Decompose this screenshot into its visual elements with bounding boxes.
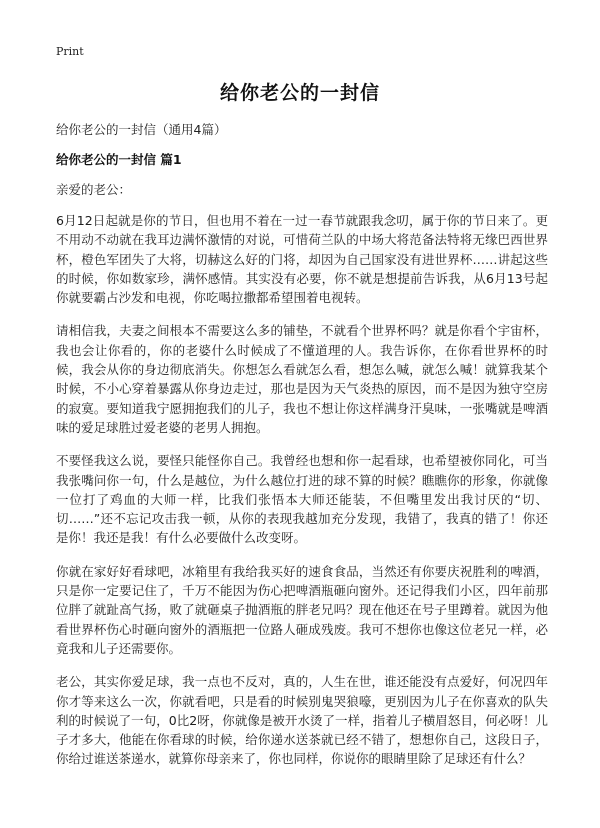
- chapter-title: 给你老公的一封信 篇1: [56, 152, 182, 167]
- paragraph: 6月12日起就是你的节日，但也用不着在一过一春节就跟我念叨，属于你的节日来了。更不用动不动就在我耳边满怀激情的对说，可惜荷兰队的中场大将范备法特将无缘巴西世界杯，橙色军团失了大将，切赫这么好的门将，却因为自己国家没有进世界杯……讲起这些的时候，你如数家珍，满怀感情。其实没有必要，你不就是想提前告诉我，从6月13号起你就要霸占沙发和电视，你吃喝拉撒都希望围着电视转。: [56, 213, 548, 306]
- document-title: 给你老公的一封信: [219, 82, 380, 104]
- paragraph: 不要怪我这么说，要怪只能怪你自己。我曾经也想和你一起看球，也希望被你同化，可当我张嘴问你一句，什么是越位，为什么越位打进的球不算的时候？瞧瞧你的形象，你就像一位打了鸡血的大师一样，比我们张悟本大师还能装，不但嘴里发出我讨厌的“切、切……”还不忘记攻击我一顿，从你的表现我越加充分发现，我错了，我真的错了！你还是你！我还是我！有什么必要做什么改变呀。: [56, 453, 548, 546]
- paragraph: 你就在家好好看球吧，冰箱里有我给我买好的速食食品，当然还有你要庆祝胜利的啤酒，只是你一定要记住了，千万不能因为伤心把啤酒瓶砸向窗外。还记得我们小区，四年前那位胖了就趾高气扬，败了就砸桌子抛酒瓶的胖老兄吗？现在他还在号子里蹲着。就因为他看世界杯伤心时砸向窗外的酒瓶把一位路人砸成残废。我可不想你也像这位老兄一样，必竟我和儿子还需要你。: [56, 563, 548, 656]
- document-subtitle: 给你老公的一封信（通用4篇）: [56, 122, 227, 137]
- letter-greeting: 亲爱的老公：: [56, 182, 132, 197]
- paragraph: 请相信我，夫妻之间根本不需要这么多的铺垫，不就看个世界杯吗？就是你看个宇宙杯，我也会让你看的，你的老婆什么时候成了不懂道理的人。我告诉你，在你看世界杯的时候，我会从你的身边彻底消失。你想怎么看就怎么看，想怎么喊，就怎么喊！就算我某个时候，不小心穿着暴露从你身边走过，那也是因为天气炎热的原因，而不是因为独守空房的寂寞。要知道我宁愿拥抱我们的儿子，我也不想让你这样满身汗臭味，一张嘴就是啤酒味的爱足球胜过爱老婆的老男人拥抱。: [56, 323, 548, 435]
- paragraph: 老公，其实你爱足球，我一点也不反对，真的，人生在世，谁还能没有点爱好，何况四年你才等来这么一次，你就看吧，只是看的时候别鬼哭狼嚎，更别因为儿子在你喜欢的队失利的时候说了一句，0比2呀，你就像是被开水烫了一样，指着儿子横眉怒目，何必呀！儿子才多大，他能在你看球的时候，给你递水送茶就已经不错了，想想你自己，这段日子，你给过谁送茶递水，就算你母亲来了，你也同样，你说你的眼睛里除了足球还有什么？: [56, 674, 548, 767]
- letter-body: [56, 211, 548, 783]
- print-label[interactable]: Print: [56, 45, 84, 58]
